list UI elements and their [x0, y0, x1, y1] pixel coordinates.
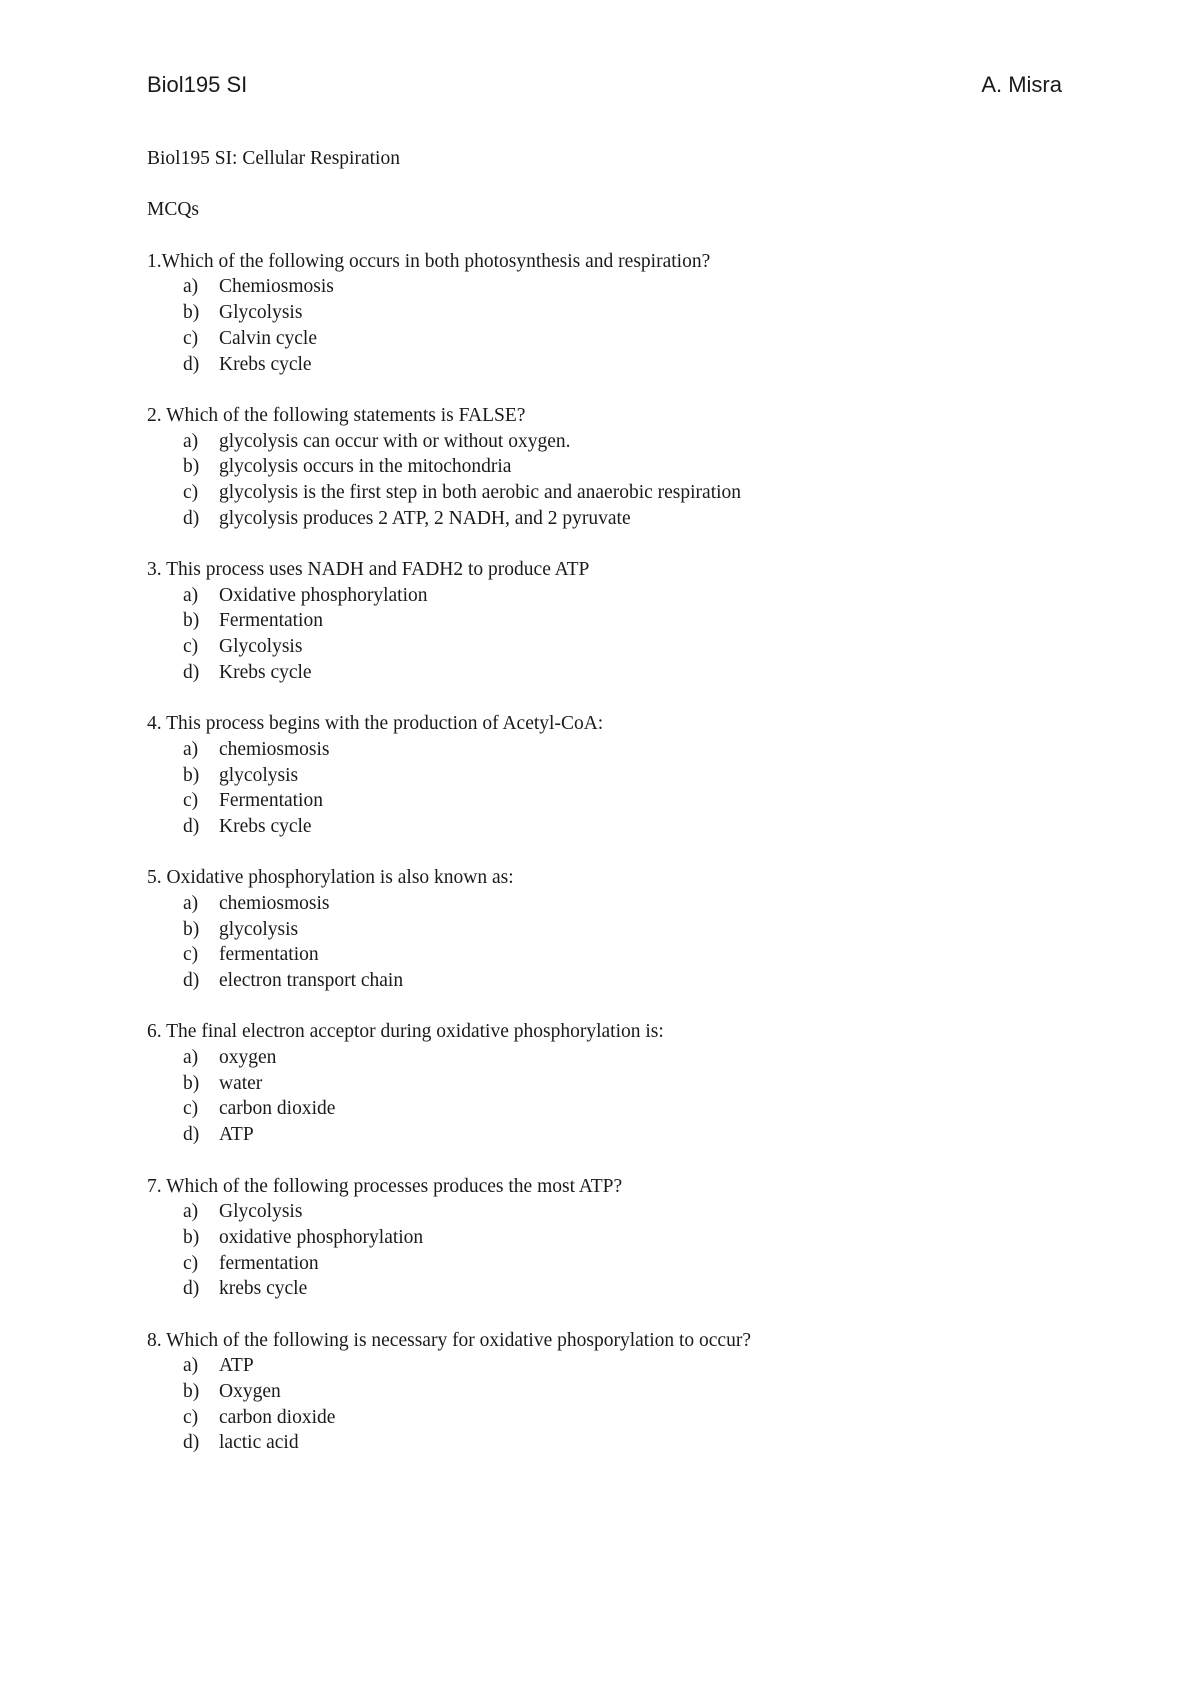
option-letter: b)	[183, 1381, 200, 1402]
spacer	[147, 172, 1097, 198]
document-title: Biol195 SI: Cellular Respiration	[147, 148, 400, 169]
option-letter: b)	[183, 764, 200, 786]
answer-option	[147, 634, 1097, 660]
option-letter: b)	[183, 456, 200, 478]
option-text: chemiosmosis	[219, 738, 330, 760]
option-text: glycolysis	[219, 764, 299, 786]
answer-option	[147, 506, 1097, 532]
option-letter: a)	[183, 1201, 199, 1223]
question-text: 8. Which of the following is necessary for oxidative phosporylation to occur?	[147, 1329, 751, 1351]
option-letter: d)	[183, 815, 200, 837]
question-list	[147, 249, 1097, 1456]
option-text: carbon dioxide	[219, 1098, 336, 1120]
option-letter: a)	[183, 892, 199, 914]
option-letter: b)	[183, 302, 200, 324]
question-text: 7. Which of the following processes produces the most ATP?	[147, 1175, 623, 1197]
option-letter: d)	[183, 1432, 200, 1454]
answer-option	[147, 737, 1097, 763]
question-block	[147, 249, 1097, 403]
question-text: 4. This process begins with the production of Acetyl-CoA:	[147, 713, 604, 735]
option-letter: c)	[183, 1406, 199, 1428]
option-text: Glycolysis	[219, 636, 303, 658]
spacer	[147, 377, 1097, 403]
spacer	[147, 685, 1097, 711]
option-text: Krebs cycle	[219, 815, 312, 837]
option-letter: c)	[183, 1252, 199, 1274]
option-text: Glycolysis	[219, 302, 303, 324]
answer-option	[147, 1225, 1097, 1251]
option-letter: a)	[183, 430, 199, 452]
option-text: oxygen	[219, 1047, 277, 1069]
option-letter: d)	[183, 353, 200, 375]
question-block	[147, 557, 1097, 711]
option-letter: d)	[183, 1124, 200, 1146]
option-text: Krebs cycle	[219, 353, 312, 375]
question-text: 5. Oxidative phosphorylation is also known as:	[147, 867, 514, 889]
answer-option	[147, 1199, 1097, 1225]
option-text: fermentation	[219, 944, 319, 966]
answer-option	[147, 917, 1097, 943]
document-body	[147, 146, 1097, 1456]
option-text: ATP	[219, 1124, 254, 1146]
option-text: lactic acid	[219, 1432, 299, 1454]
option-letter: b)	[183, 1072, 200, 1094]
answer-option	[147, 788, 1097, 814]
section-heading: MCQs	[147, 199, 200, 221]
option-text: ATP	[219, 1355, 254, 1377]
answer-option	[147, 1405, 1097, 1431]
answer-option	[147, 1251, 1097, 1277]
option-text: fermentation	[219, 1252, 319, 1274]
option-text: Chemiosmosis	[219, 276, 334, 298]
option-letter: b)	[183, 1226, 200, 1248]
spacer	[147, 531, 1097, 557]
question-text: 2. Which of the following statements is FALSE?	[147, 404, 526, 426]
option-text: Fermentation	[219, 610, 323, 632]
option-text: Krebs cycle	[219, 661, 312, 683]
answer-option	[147, 454, 1097, 480]
question-text: 3. This process uses NADH and FADH2 to produce ATP	[147, 559, 590, 580]
option-letter: c)	[183, 636, 199, 658]
answer-option	[147, 1430, 1097, 1456]
option-letter: d)	[183, 507, 200, 529]
answer-option	[147, 1096, 1097, 1122]
answer-option	[147, 1353, 1097, 1379]
option-text: glycolysis is the first step in both aerobic and anaerobic respiration	[219, 481, 742, 503]
answer-option	[147, 763, 1097, 789]
question-block	[147, 1328, 1097, 1456]
spacer	[147, 840, 1097, 866]
option-text: Fermentation	[219, 790, 323, 812]
answer-option	[147, 1071, 1097, 1097]
option-text: Oxygen	[219, 1381, 281, 1402]
option-letter: c)	[183, 1098, 199, 1120]
option-letter: a)	[183, 584, 199, 606]
option-text: Calvin cycle	[219, 327, 318, 349]
option-letter: c)	[183, 327, 199, 349]
option-letter: b)	[183, 918, 200, 940]
question-text: 1.Which of the following occurs in both photosynthesis and respiration?	[147, 250, 711, 272]
option-text: glycolysis occurs in the mitochondria	[219, 456, 512, 478]
answer-option	[147, 300, 1097, 326]
spacer	[147, 223, 1097, 249]
option-text: glycolysis	[219, 918, 299, 940]
option-letter: d)	[183, 661, 200, 683]
question-block	[147, 403, 1097, 557]
answer-option	[147, 583, 1097, 609]
answer-option	[147, 352, 1097, 378]
option-letter: a)	[183, 738, 199, 760]
question-block	[147, 711, 1097, 865]
answer-option	[147, 814, 1097, 840]
answer-option	[147, 274, 1097, 300]
option-text: glycolysis can occur with or without oxygen.	[219, 430, 571, 452]
option-text: krebs cycle	[219, 1278, 308, 1300]
question-block	[147, 1174, 1097, 1328]
option-text: Glycolysis	[219, 1201, 303, 1223]
spacer	[147, 1148, 1097, 1174]
option-text: oxidative phosphorylation	[219, 1226, 424, 1248]
question-block	[147, 865, 1097, 1019]
option-text: Oxidative phosphorylation	[219, 584, 428, 606]
option-text: electron transport chain	[219, 970, 404, 991]
answer-option	[147, 1122, 1097, 1148]
answer-option	[147, 1379, 1097, 1405]
option-letter: d)	[183, 1278, 200, 1300]
spacer	[147, 994, 1097, 1020]
question-text: 6. The final electron acceptor during oxidative phosphorylation is:	[147, 1021, 664, 1043]
header-author: A. Misra	[981, 72, 1062, 97]
header-course: Biol195 SI	[147, 72, 248, 97]
answer-option	[147, 1276, 1097, 1302]
option-text: water	[219, 1072, 263, 1094]
option-letter: d)	[183, 970, 200, 991]
option-letter: c)	[183, 790, 199, 812]
option-letter: c)	[183, 944, 199, 966]
answer-option	[147, 891, 1097, 917]
answer-option	[147, 660, 1097, 686]
option-letter: a)	[183, 1355, 199, 1377]
option-letter: c)	[183, 481, 199, 503]
answer-option	[147, 1045, 1097, 1071]
answer-option	[147, 968, 1097, 994]
option-text: carbon dioxide	[219, 1406, 336, 1428]
option-text: chemiosmosis	[219, 892, 330, 914]
option-letter: a)	[183, 1047, 199, 1069]
answer-option	[147, 942, 1097, 968]
option-text: glycolysis produces 2 ATP, 2 NADH, and 2 pyruvate	[219, 507, 631, 529]
answer-option	[147, 480, 1097, 506]
option-letter: a)	[183, 276, 199, 298]
answer-option	[147, 608, 1097, 634]
answer-option	[147, 326, 1097, 352]
option-letter: b)	[183, 610, 200, 632]
spacer	[147, 1302, 1097, 1328]
answer-option	[147, 429, 1097, 455]
question-block	[147, 1019, 1097, 1173]
